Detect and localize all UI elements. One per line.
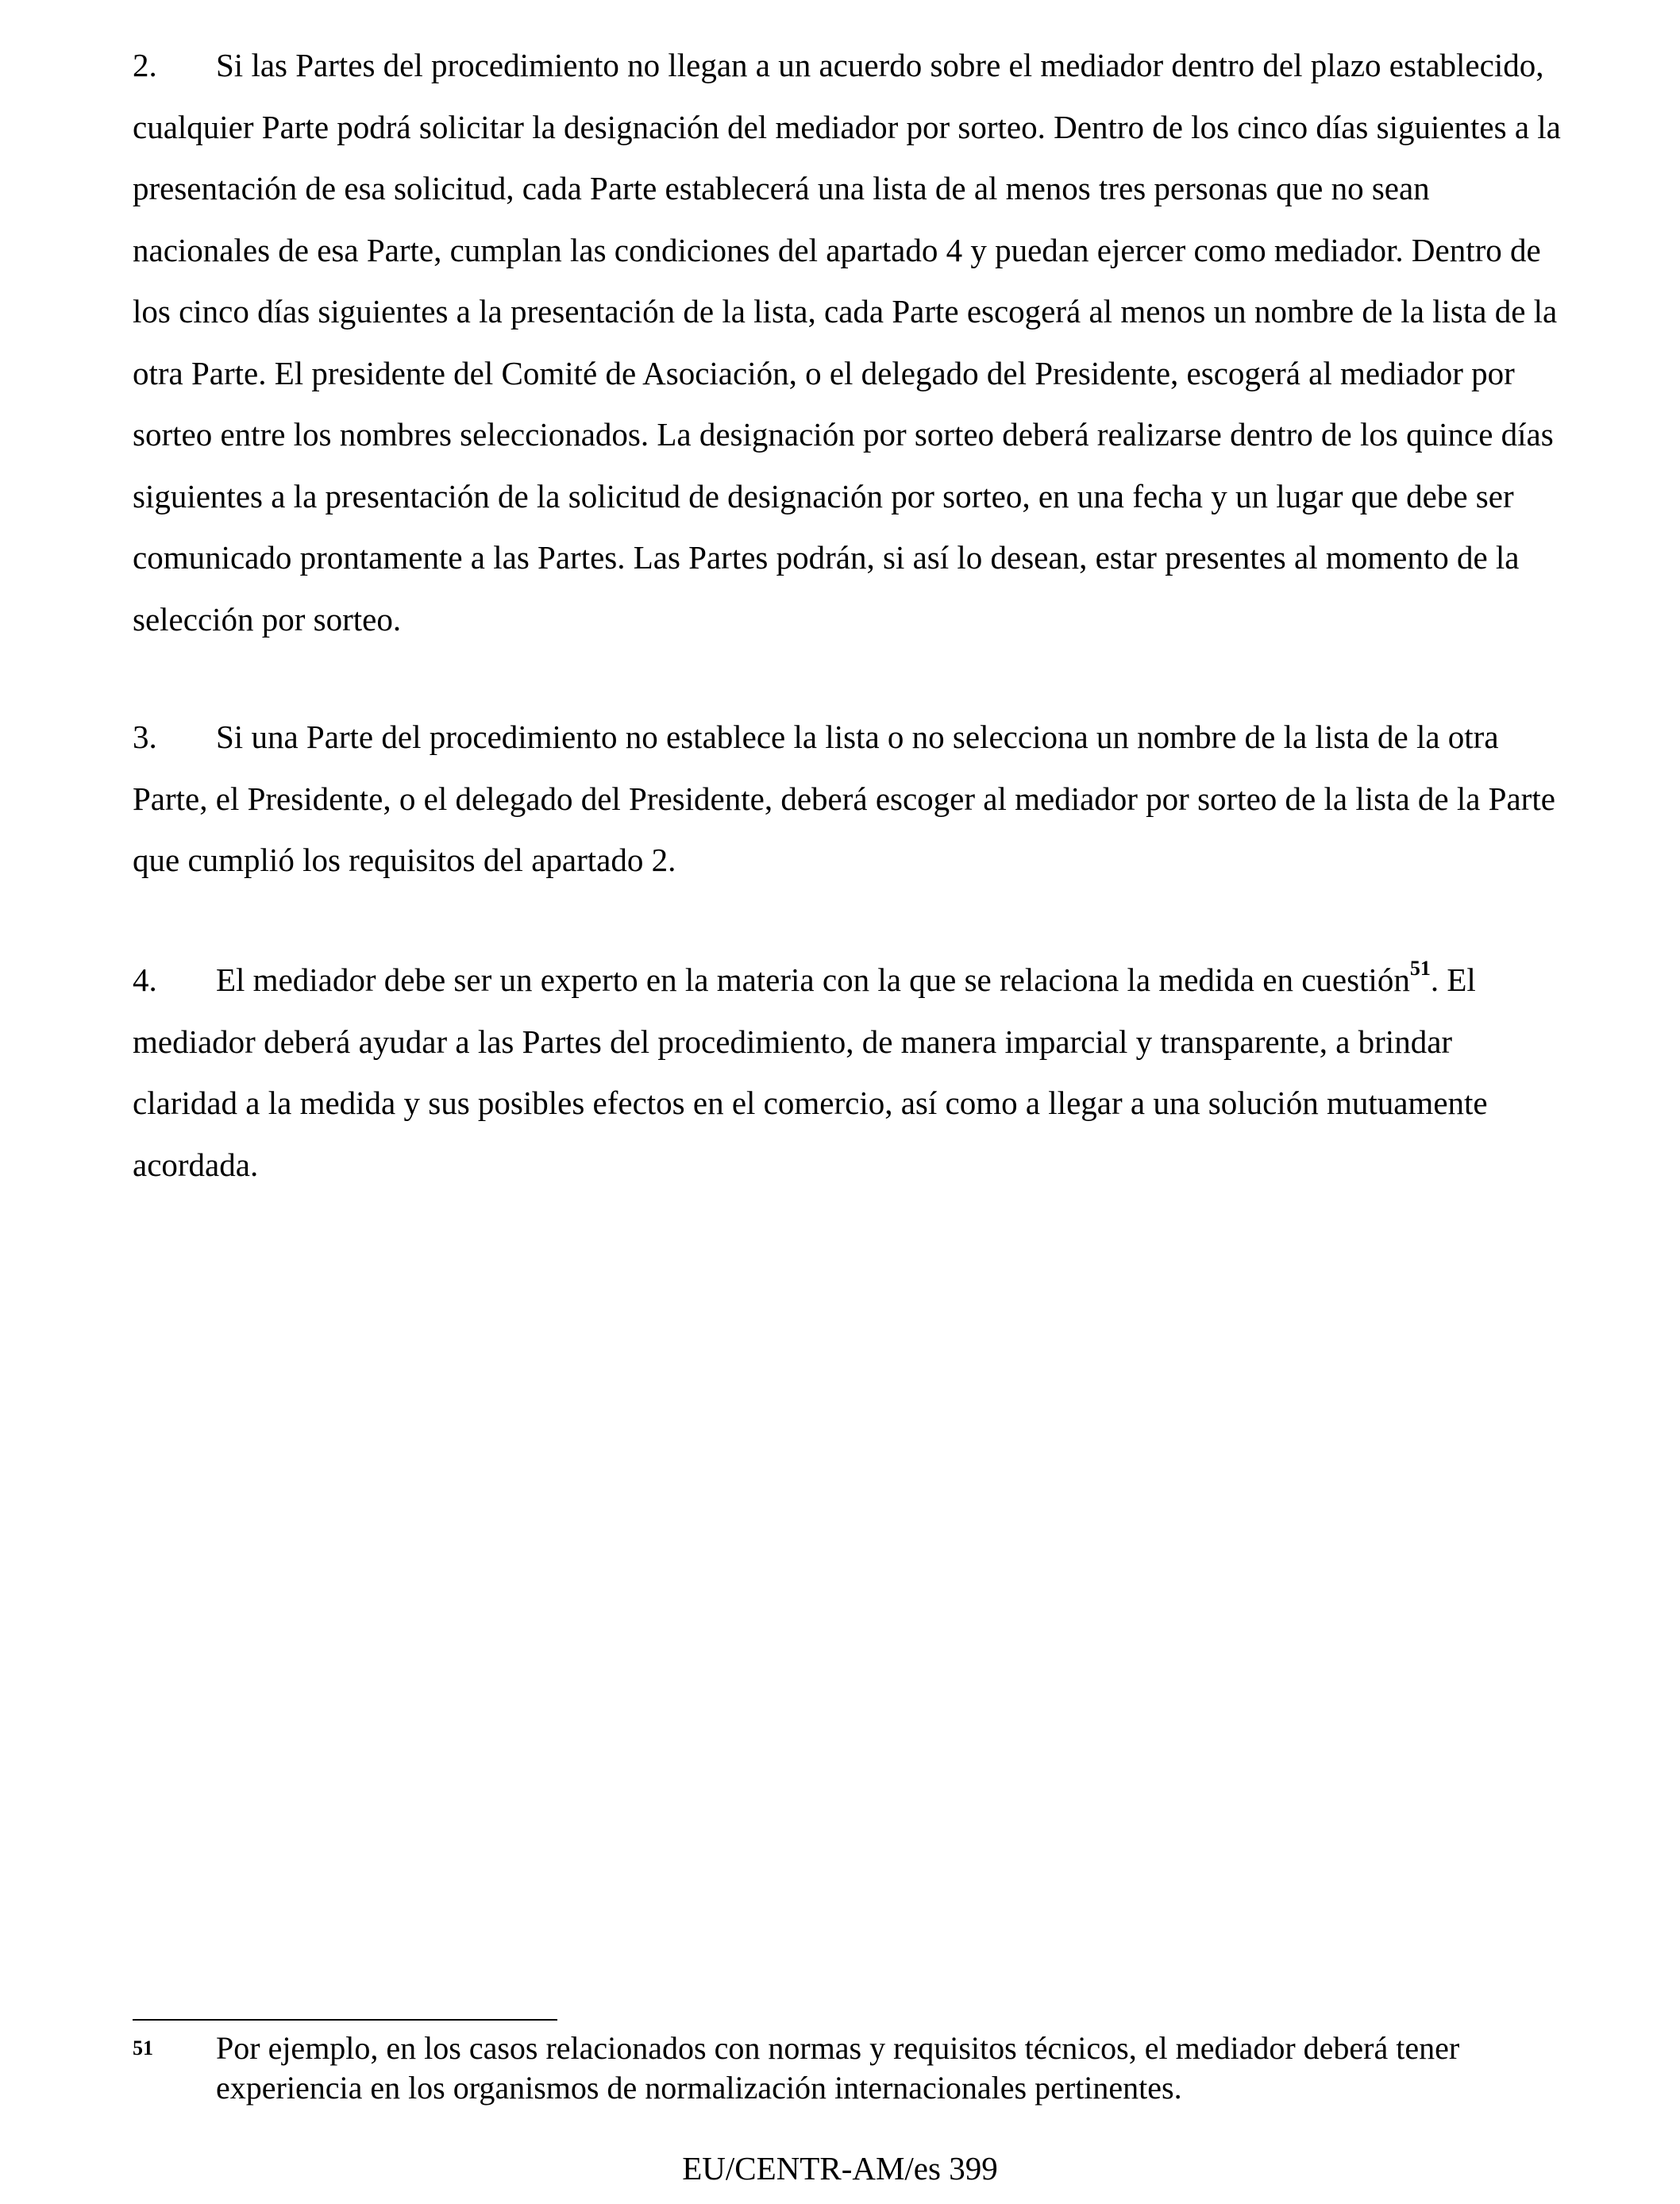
paragraph-number: 2. (133, 47, 157, 83)
paragraph-text: Si una Parte del procedimiento no establece la lista o no selecciona un nombre de la lista de la otra Parte, el Presidente, o el delegado del Presidente, deberá escoger al mediador por sorteo de la lista de la Parte que cumplió los requisitos del apartado 2. (133, 719, 1555, 878)
paragraph-text-continued: . El mediador deberá ayudar a las Partes del procedimiento, de manera imparcial y transparente, a brindar claridad a la medida y sus posibles efectos en el comercio, así como a llegar a una solución mutuamente acordada. (133, 961, 1488, 1183)
footnote-separator (133, 2019, 557, 2021)
page-identifier: EU/CENTR-AM/es 399 (682, 2150, 998, 2187)
footnote-text: Por ejemplo, en los casos relacionados con normas y requisitos técnicos, el mediador deberá tener experiencia en los organismos de normalización internacionales pertinentes. (216, 2030, 1460, 2106)
footnote-reference[interactable]: 51 (1409, 957, 1431, 980)
paragraph-3 (133, 707, 1562, 892)
footnote-mark: 51 (133, 2036, 153, 2060)
paragraph-text: El mediador debe ser un experto en la materia con la que se relaciona la medida en cuestión (216, 961, 1410, 998)
paragraph-text: Si las Partes del procedimiento no llegan a un acuerdo sobre el mediador dentro del plazo establecido, cualquier Parte podrá solicitar la designación del mediador por sorteo. Dentro de los cinco días siguientes a la presentación de esa solicitud, cada Parte establecerá una lista de al menos tres personas que no sean nacionales de esa Parte, cumplan las condiciones del apartado 4 y puedan ejercer como mediador. Dentro de los cinco días siguientes a la presentación de la lista, cada Parte escogerá al menos un nombre de la lista de la otra Parte. El presidente del Comité de Asociación, o el delegado del Presidente, escogerá al mediador por sorteo entre los nombres seleccionados. La designación por sorteo deberá realizarse dentro de los quince días siguientes a la presentación de la solicitud de designación por sorteo, en una fecha y un lugar que debe ser comunicado prontamente a las Partes. Las Partes podrán, si así lo desean, estar presentes al momento de la selección por sorteo. (133, 47, 1561, 638)
paragraph-number: 4. (133, 961, 157, 998)
footnote (133, 2029, 1562, 2108)
paragraph-4 (133, 950, 1562, 1196)
paragraph-2 (133, 35, 1562, 650)
paragraph-number: 3. (133, 719, 157, 755)
